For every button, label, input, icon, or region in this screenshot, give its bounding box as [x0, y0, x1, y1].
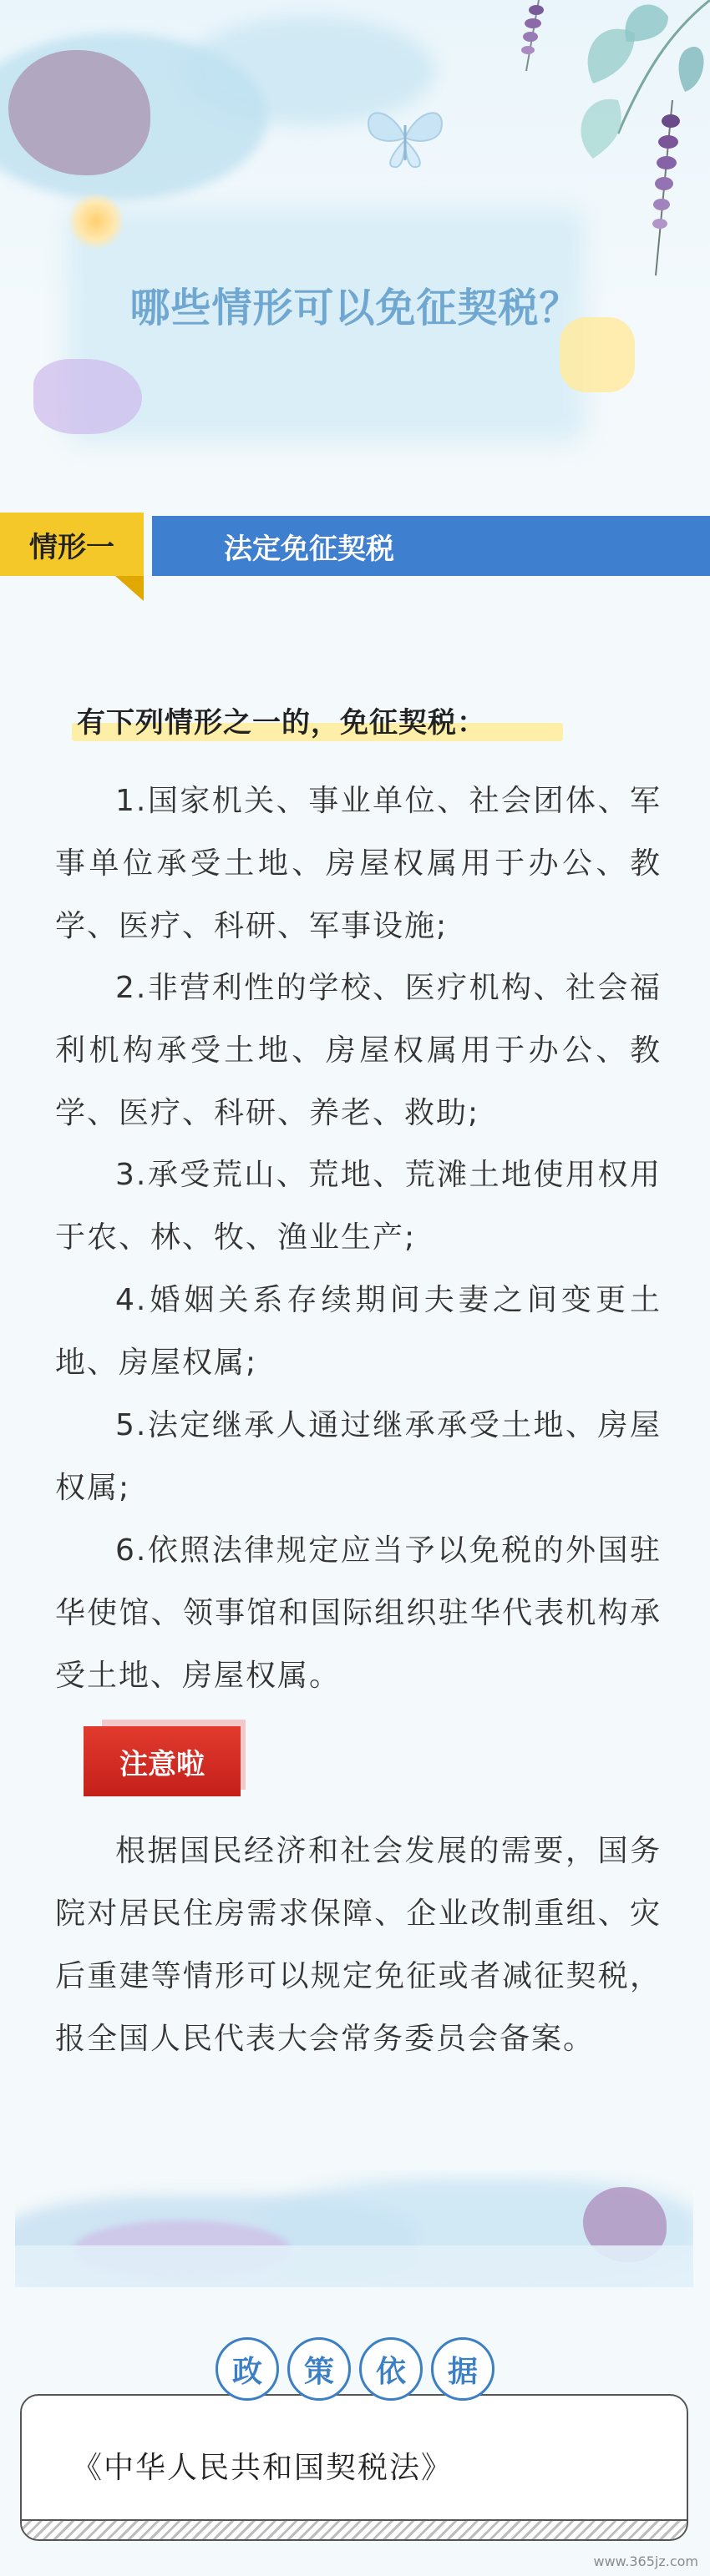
- watermark: www.365jz.com: [593, 2553, 698, 2569]
- list-item: 2.非营利性的学校、医疗机构、社会福利机构承受土地、房屋权属用于办公、教学、医疗、科研、养老、救助;: [55, 971, 662, 1130]
- notice-badge: [84, 1720, 241, 1796]
- list-item: 4.婚姻关系存续期间夫妻之间变更土地、房屋权属;: [55, 1283, 662, 1380]
- flower-icon: [67, 192, 125, 250]
- section-header: [0, 513, 710, 604]
- policy-basis-box: [20, 2394, 688, 2541]
- intro: [77, 700, 486, 740]
- notice-label: 注意啦: [84, 1726, 241, 1796]
- section-title: 法定免征契税: [152, 516, 710, 576]
- heading-char-circle: 策: [287, 2337, 351, 2401]
- notice-text: 根据国民经济和社会发展的需要，国务院对居民住房需求保障、企业改制重组、灾后重建等情形可以规定免征或者减征契税，报全国人民代表大会常务委员会备案。: [55, 1834, 662, 2056]
- policy-basis-heading: [216, 2337, 500, 2404]
- list-item: 1.国家机关、事业单位、社会团体、军事单位承受土地、房屋权属用于办公、教学、医疗、科研、军事设施;: [55, 784, 662, 943]
- intro-text: 有下列情形之一的，免征契税：: [77, 706, 486, 740]
- leaves-icon: [518, 0, 710, 275]
- striped-footer-decoration: [22, 2519, 687, 2539]
- heading-char-circle: 依: [359, 2337, 423, 2401]
- hero-header: [0, 0, 710, 501]
- tag-fold-decoration: [115, 576, 144, 601]
- list-item: 6.依照法律规定应当予以免税的外国驻华使馆、领事馆和国际组织驻华代表机构承受土地、房屋权属。: [55, 1533, 662, 1693]
- butterfly-icon: [359, 100, 451, 175]
- list-item: 3.承受荒山、荒地、荒滩土地使用权用于农、林、牧、渔业生产;: [55, 1158, 662, 1255]
- policy-law-title: 《中华人民共和国契税法》: [72, 2451, 454, 2485]
- section-tag: 情形一: [0, 513, 144, 576]
- page-title: 哪些情形可以免征契税？: [129, 285, 581, 331]
- heading-char-circle: 据: [431, 2337, 494, 2401]
- lilac-watercolor-blob: [33, 359, 142, 434]
- list-item: 5.法定继承人通过继承承受土地、房屋权属;: [55, 1408, 662, 1505]
- bottom-decoration: [15, 2170, 693, 2287]
- watercolor-band: [15, 2245, 693, 2287]
- heading-char-circle: 政: [216, 2337, 279, 2401]
